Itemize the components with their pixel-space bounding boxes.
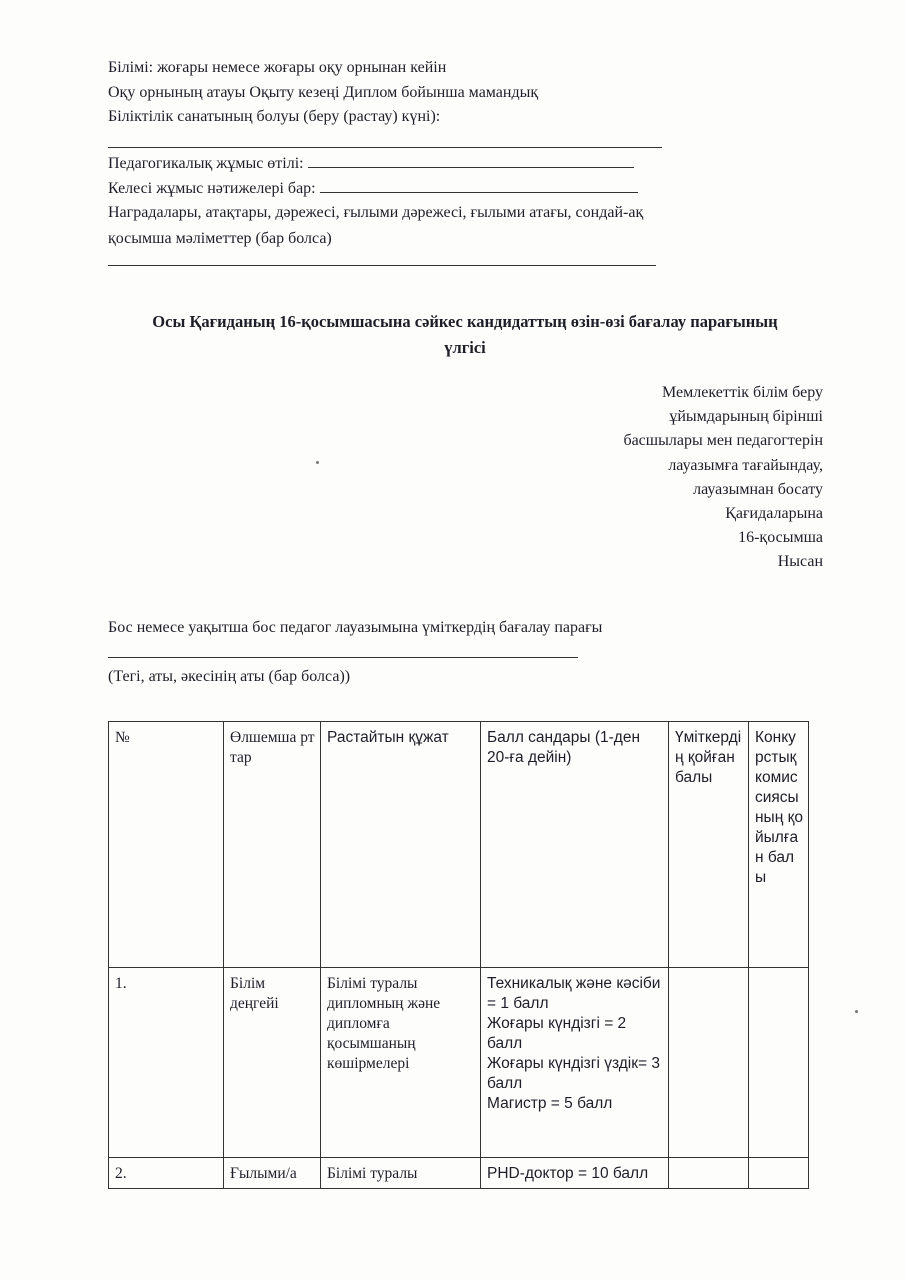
header-criteria: Өлшемша рттар <box>224 722 321 968</box>
annex-line: басшылары мен педагогтерін <box>623 432 823 450</box>
points-line: Жоғары күндізгі = 2 балл <box>487 1015 627 1052</box>
annex-line: Нысан <box>777 553 823 571</box>
assessment-table <box>108 721 809 1189</box>
awards-line-2: қосымша мәліметтер (бар болса) <box>108 230 332 247</box>
points-line: Магистр = 5 балл <box>487 1095 613 1112</box>
form-heading: Бос немесе уақытша бос педагог лауазымына үміткердің бағалау парағы <box>108 619 603 636</box>
row-candidate-score[interactable] <box>669 968 749 1158</box>
row-commission-score[interactable] <box>749 1158 809 1189</box>
row-points <box>481 968 669 1158</box>
table-row <box>109 968 809 1158</box>
row-criteria: Білім деңгейі <box>224 968 321 1158</box>
sheet-title-line-2: үлгісі <box>444 338 486 357</box>
name-fill-rule <box>108 657 578 658</box>
row-points <box>481 1158 669 1189</box>
header-document: Растайтын құжат <box>321 722 481 968</box>
annex-line: Қағидаларына <box>725 505 823 523</box>
header-num: № <box>109 722 224 968</box>
experience-row <box>108 153 634 174</box>
table-header-row <box>109 722 809 968</box>
fill-rule <box>108 147 662 148</box>
scan-speck <box>855 1010 858 1013</box>
points-line: = 1 балл <box>487 995 549 1012</box>
row-commission-score[interactable] <box>749 968 809 1158</box>
results-row <box>108 178 638 199</box>
sheet-title <box>100 309 830 361</box>
annex-line: лауазымнан босату <box>693 480 823 498</box>
annex-line: 16-қосымша <box>738 529 823 547</box>
row-candidate-score[interactable] <box>669 1158 749 1189</box>
row-num: 1. <box>109 968 224 1158</box>
results-label: Келесі жұмыс нәтижелері бар: <box>108 180 316 197</box>
experience-blank <box>308 153 634 168</box>
annex-line: ұйымдарының бірінші <box>669 408 823 426</box>
experience-label: Педагогикалық жұмыс өтілі: <box>108 155 304 172</box>
annex-block <box>623 381 823 575</box>
results-blank <box>320 178 638 193</box>
points-line: Жоғары күндізгі үздік= 3 балл <box>487 1055 660 1092</box>
row-document: Білімі туралы дипломның және дипломға қосымшаның көшірмелері <box>321 968 481 1158</box>
qualification-date-line: Біліктілік санатының болуы (беру (растау) күні): <box>108 108 441 125</box>
awards-line-1: Наградалары, атақтары, дәрежесі, ғылыми дәрежесі, ғылыми атағы, сондай-ақ <box>108 204 644 221</box>
row-criteria: Ғылыми/а <box>224 1158 321 1189</box>
annex-line: лауазымға тағайындау, <box>668 456 823 474</box>
row-document: Білімі туралы <box>321 1158 481 1189</box>
header-points: Балл сандары (1-ден 20-ға дейін) <box>481 722 669 968</box>
header-candidate-score: Үміткердің қойған балы <box>669 722 749 968</box>
annex-line: Мемлекеттік білім беру <box>662 384 823 401</box>
sheet-title-line-1: Осы Қағиданың 16-қосымшасына сәйкес кандидаттың өзін-өзі бағалау парағының <box>152 312 778 331</box>
name-hint: (Тегі, аты, әкесінің аты (бар болса)) <box>108 668 351 685</box>
scan-speck <box>316 461 319 464</box>
row-num: 2. <box>109 1158 224 1189</box>
education-line: Білімі: жоғары немесе жоғары оқу орнынан кейін <box>108 59 447 76</box>
institution-line: Оқу орнының атауы Оқыту кезеңі Диплом бойынша мамандық <box>108 84 539 101</box>
points-line: PHD-доктор = 10 балл <box>487 1165 649 1182</box>
points-line: Техникалық және кәсіби <box>487 975 661 992</box>
fill-rule <box>108 265 656 266</box>
table-row <box>109 1158 809 1189</box>
header-commission-score: Конкурстық комиссиясының қойылған балы <box>749 722 809 968</box>
